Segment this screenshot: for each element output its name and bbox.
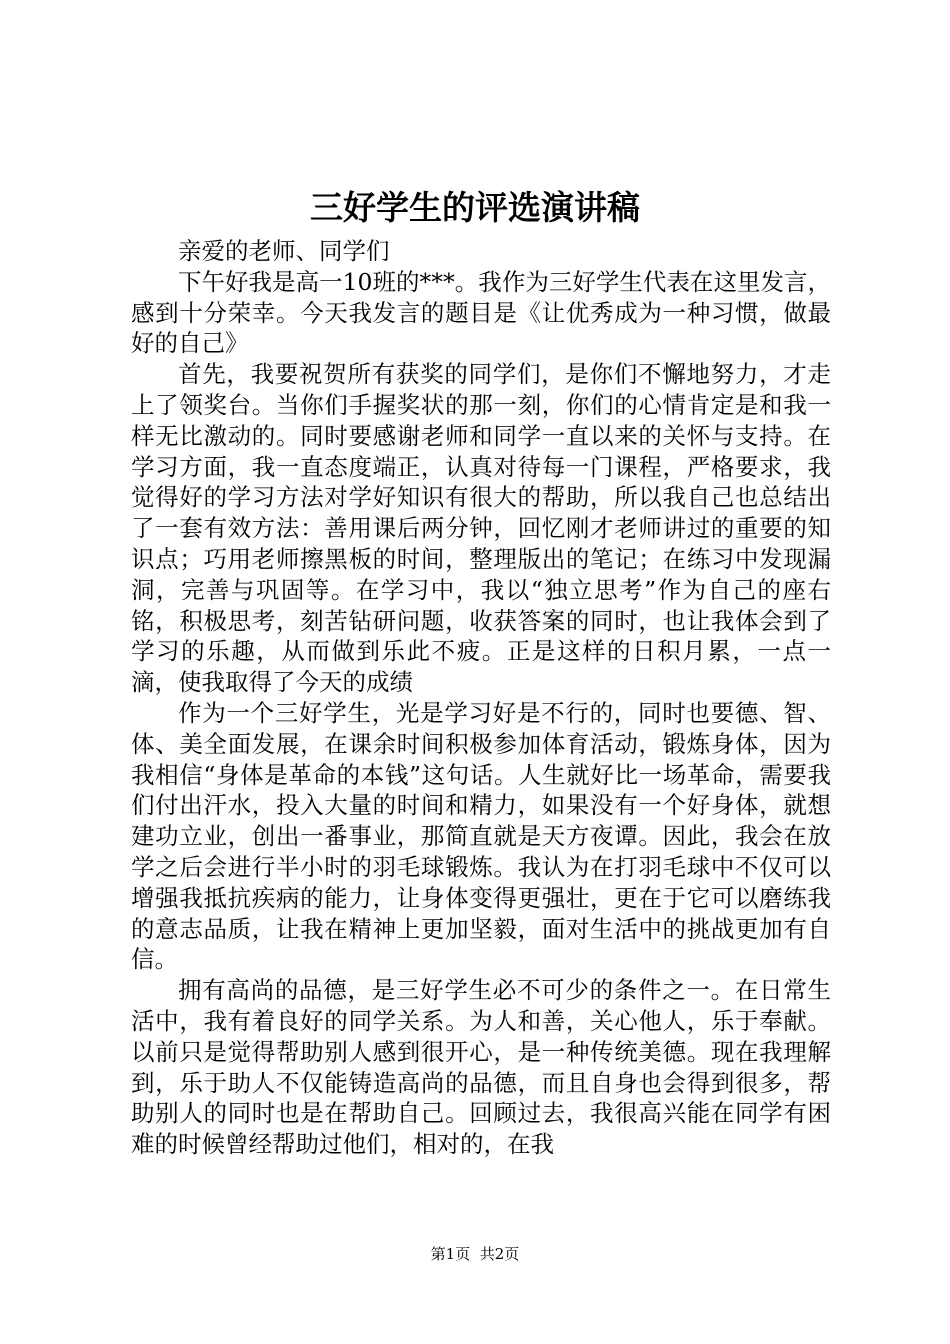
page-total: 共2页 [479,1245,520,1263]
morality-paragraph: 拥有高尚的品德，是三好学生必不可少的条件之一。在日常生活中，我有着良好的同学关系。为人和善，关心他人，乐于奉献。以前只是觉得帮助别人感到很开心，是一种传统美德。现在我理解到，乐于助人不仅能铸造高尚的品德，而且自身也会得到很多，帮助别人的同时也是在帮助自己。回顾过去，我很高兴能在同学有困难的时候曾经帮助过他们，相对的，在我 [131,976,831,1159]
page-number: 第1页 [430,1245,471,1263]
page-footer [0,1244,950,1264]
intro-paragraph: 下午好我是高一10班的***。我作为三好学生代表在这里发言，感到十分荣幸。今天我发言的题目是《让优秀成为一种习惯，做最好的自己》 [131,267,831,358]
sports-paragraph: 作为一个三好学生，光是学习好是不行的，同时也要德、智、体、美全面发展，在课余时间积极参加体育活动，锻炼身体，因为我相信“身体是革命的本钱”这句话。人生就好比一场革命，需要我们付出汗水，投入大量的时间和精力，如果没有一个好身体，就想建功立业，创出一番事业，那简直就是天方夜谭。因此，我会在放学之后会进行半小时的羽毛球锻炼。我认为在打羽毛球中不仅可以增强我抵抗疾病的能力，让身体变得更强壮，更在于它可以磨练我的意志品质，让我在精神上更加坚毅，面对生活中的挑战更加有自信。 [131,698,831,974]
salutation-paragraph: 亲爱的老师、同学们 [178,237,390,265]
study-paragraph: 首先，我要祝贺所有获奖的同学们，是你们不懈地努力，才走上了领奖台。当你们手握奖状的那一刻，你们的心情肯定是和我一样无比激动的。同时要感谢老师和同学一直以来的关怀与支持。在学习方面，我一直态度端正，认真对待每一门课程，严格要求，我觉得好的学习方法对学好知识有很大的帮助，所以我自己也总结出了一套有效方法：善用课后两分钟，回忆刚才老师讲过的重要的知识点；巧用老师擦黑板的时间，整理版出的笔记；在练习中发现漏洞，完善与巩固等。在学习中，我以“独立思考”作为自己的座右铭，积极思考，刻苦钻研问题，收获答案的同时，也让我体会到了学习的乐趣，从而做到乐此不疲。正是这样的日积月累，一点一滴，使我取得了今天的成绩 [131,360,831,697]
document-title: 三好学生的评选演讲稿 [310,188,640,227]
document-body [131,236,831,1160]
